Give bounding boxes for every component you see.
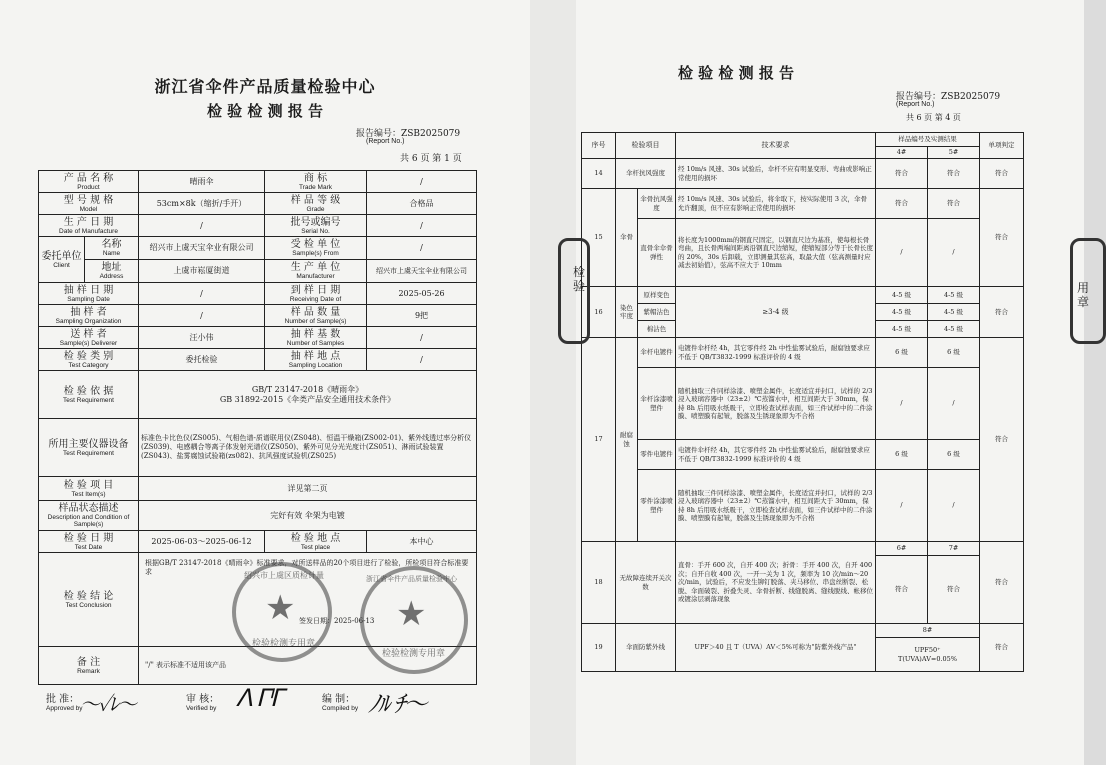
sample-from-label: 受 检 单 位: [290, 239, 341, 250]
row-requirement: 电镀件伞杆经 4h，其它零件经 2h 中性盐雾试验后，耐腐蚀要求应不低于 QB/T3832-1999 标准评价的 4 级: [676, 440, 876, 470]
row-requirement: 电镀件伞杆经 4h，其它零件经 2h 中性盐雾试验后，耐腐蚀要求应不低于 QB/T3832-1999 标准评价的 4 级: [676, 338, 876, 368]
inspection-seal-1: [232, 562, 335, 662]
row-number: 17: [582, 338, 616, 542]
row-group: 染色牢度: [616, 287, 638, 338]
edge-stamp-left-text: 检验: [573, 265, 586, 293]
header-requirement: 技术要求: [676, 133, 876, 159]
row-sample-no-8: 8#: [876, 624, 980, 638]
row-result-4: 4-5 级: [876, 321, 928, 338]
row-result-5: /: [928, 470, 980, 542]
row-number: 14: [582, 159, 616, 189]
row-result-6: 符合: [876, 556, 928, 624]
issuing-organization: 浙江省伞件产品质量检验中心: [154, 77, 376, 96]
row-subitem: 紫帽沾色: [638, 304, 676, 321]
row-subitem: 伞骨抗风强度: [638, 189, 676, 219]
row-item: 无故障连续开关次数: [616, 542, 676, 624]
instruments-value: 标准色卡比色仪(ZS005)、气相色谱-质谱联用仪(ZS048)、恒温干燥箱(ZS002-01)、紫外线透过率分析仪(ZS039)、电感耦合等离子体发射光谱仪(ZS050)、紫外可见分光光度计(ZS051)、淋雨试验装置(ZS043)、盐雾腐蚀试验箱(zs082)、抗风强度试验机(ZS025): [139, 419, 477, 477]
sampling-date-label: 抽 样 日 期: [63, 284, 114, 296]
sampling-base-label-en: Number of Samples: [286, 339, 345, 347]
header-seq: 序号: [582, 133, 616, 159]
client-address-label-en: Address: [99, 273, 124, 280]
header-results: 样品编号及实测结果: [876, 133, 980, 147]
row-subitem: 伞杆电镀件: [638, 338, 676, 368]
seal-star-icon: ★: [396, 594, 427, 634]
manufacturer-value: 绍兴市上虞天宝伞业有限公司: [367, 260, 477, 283]
verified-label: 审 核：: [186, 694, 220, 705]
sampling-date-label-en: Sampling Date: [67, 295, 110, 303]
serial-label-en: Serial No.: [301, 227, 330, 235]
row-number: 15: [582, 189, 616, 287]
row-result-5: 4-5 级: [928, 304, 980, 321]
remark-label: 备 注: [76, 656, 101, 668]
report-page-1: [0, 0, 530, 765]
row-result-upf: UPF50⁺: [914, 646, 941, 655]
test-items-label-en: Test Item(s): [71, 490, 106, 498]
grade-value: 合格品: [367, 193, 477, 215]
row-requirement: UPF＞40 且 T（UVA）AV＜5%可称为"防紫外线产品": [676, 624, 876, 672]
client-name-label: 名称: [101, 239, 122, 250]
row-result-5: /: [928, 219, 980, 287]
mfg-date-value: /: [139, 215, 265, 237]
row-group: 伞骨: [616, 189, 638, 287]
header-judgement: 单项判定: [980, 133, 1024, 159]
report-title: 检 验 检 测 报 告: [206, 102, 324, 120]
receiving-date-label-en: Receiving Date of: [289, 295, 342, 303]
instruments-label-en: Test Requirement: [63, 449, 114, 457]
test-place-label: 检 验 地 点: [290, 532, 341, 544]
compiled-by: [322, 690, 358, 712]
row-result-5: /: [928, 368, 980, 440]
model-label-en: Model: [79, 205, 98, 213]
row-item: 伞面防紫外线: [616, 624, 676, 672]
remark-label-en: Remark: [77, 667, 100, 675]
row-number: 16: [582, 287, 616, 338]
issue-date-label: 签发日期：: [299, 617, 335, 625]
table-row: [582, 219, 1024, 287]
row-subitem: 直骨伞伞骨弹性: [638, 219, 676, 287]
row-judgement: 符合: [980, 624, 1024, 672]
mfg-date-label: 生 产 日 期: [63, 216, 114, 228]
table-row: [582, 189, 1024, 219]
table-row: [582, 159, 1024, 189]
table-row: [582, 338, 1024, 368]
row-result-4: /: [876, 219, 928, 287]
product-label-en: Product: [77, 183, 100, 191]
report-number-label: 报告编号：: [356, 129, 402, 139]
test-category-value: 委托检验: [139, 349, 265, 371]
sampling-location-label: 抽 样 地 点: [290, 350, 341, 362]
edge-stamp-right: [1070, 238, 1106, 344]
receiving-date-value: 2025-05-26: [367, 283, 477, 305]
test-items-value: 详见第二页: [139, 477, 477, 501]
test-date-label: 检 验 日 期: [63, 532, 114, 544]
compiled-label: 编 制：: [322, 694, 356, 705]
row-result-5: 4-5 级: [928, 287, 980, 304]
sampling-date-value: /: [139, 283, 265, 305]
model-value: 53cm×8k（缩折/手开）: [139, 193, 265, 215]
verified-by: [186, 690, 219, 712]
row-result-4: 6 级: [876, 338, 928, 368]
row-judgement: 符合: [980, 287, 1024, 338]
serial-value: /: [367, 215, 477, 237]
report-number-en: (Report No.): [896, 101, 935, 108]
row-group: 耐腐蚀: [616, 338, 638, 542]
header-sample-4: 4#: [876, 147, 928, 159]
row-result-4: 符合: [876, 159, 928, 189]
sampling-base-value: /: [367, 327, 477, 349]
conclusion-value: 根据GB/T 23147-2018《晴雨伞》标准要求，对所送样品的20个项目进行了检验，所检项目符合标准要求: [145, 559, 469, 576]
grade-label: 样 品 等 级: [290, 194, 341, 206]
row-requirement: 随机抽取三件同样涂漆、喷塑金属件，长度适宜并封口，试样的 2/3 浸入玻璃容器中（23±2）℃蒸馏水中，相互间距大于 30mm，保持 8h 后用吸水纸吸干，立即检查试样表面，如三件试样中的二件涂膜、喷塑膜有起皱，脱落及生锈现象即为不合格: [676, 368, 876, 440]
grade-label-en: Grade: [306, 205, 325, 213]
report-number-value: ZSB2025079: [941, 92, 1001, 102]
verified-label-en: Verified by: [186, 705, 217, 712]
table-row: [582, 440, 1024, 470]
report-number-label: 报告编号：: [896, 92, 942, 102]
test-category-label-en: Test Category: [68, 361, 109, 369]
approved-by: [46, 690, 83, 712]
row-result-5: 符合: [928, 189, 980, 219]
conclusion-label: 检 验 结 论: [63, 590, 114, 602]
test-date-value: 2025-06-03～2025-06-12: [139, 531, 265, 553]
seal-star-icon: ★: [265, 588, 296, 628]
report-number-en: (Report No.): [366, 138, 405, 145]
row-requirement: 将长度为1000mm的钢直尺固定，以钢直尺边为基准，使每根长骨弯曲，且长骨两端间距离沿钢直尺边缩短，使缩短部分等于长骨长度的 20%，30s 后卸载，立即测量其弦高，取最大值（弦高测量时应减去初始值），弦高不应大于 10mm: [676, 219, 876, 287]
client-name-label-en: Name: [102, 250, 121, 257]
sample-qty-label: 样 品 数 量: [290, 306, 341, 318]
sampling-org-label-en: Sampling Organization: [55, 317, 122, 325]
report-number-value: ZSB2025079: [401, 129, 461, 139]
row-requirement: 直骨：手开 600 次，自开 400 次；折骨：手开 400 次，自开 400 次；自开自收 400 次，一开一关为 1 次，频率为 10 次/min～20 次/min，试验后，不应发生铆钉脱落、夹马移位、串盘丝断裂、松脱、伞面破裂、折叠失灵、伞骨折断、线缝脱离、缝线脱线、帐移位或镀涂层剥落现象: [676, 542, 876, 624]
row-result-5: 4-5 级: [928, 321, 980, 338]
approved-label: 批 准：: [46, 694, 80, 705]
sample-condition-label: 样品状态描述: [58, 503, 119, 514]
seal-1-text: 检验检测专用章: [252, 639, 316, 649]
sample-condition-label-en: Description and Condition of Sample(s): [47, 514, 130, 528]
test-category-label: 检 验 类 别: [63, 350, 114, 362]
sampling-org-label: 抽 样 者: [70, 306, 107, 318]
page-info: 共 6 页 第 1 页: [400, 154, 462, 164]
seal-2-arc-text: 浙江省伞件产品质量检验中心: [366, 575, 457, 583]
row-result-tuva: T(UVA)AV=0.05%: [898, 654, 957, 663]
row-result-5: 6 级: [928, 440, 980, 470]
row-subitem: 零件电镀件: [638, 440, 676, 470]
deliverer-value: 汪小伟: [139, 327, 265, 349]
issue-date-value: 2025-06-13: [334, 617, 375, 625]
approver-signature: 〜✓ﾚ〜: [80, 692, 135, 716]
test-requirement-label-en: Test Requirement: [63, 396, 114, 404]
sample-condition-value: 完好有效 伞架为电镀: [139, 501, 477, 531]
table-row: [582, 470, 1024, 542]
row-number: 19: [582, 624, 616, 672]
serial-label: 批号或编号: [290, 216, 341, 228]
trademark-label: 商 标: [303, 172, 328, 184]
table-row: [582, 542, 1024, 556]
sample-qty-value: 9把: [367, 305, 477, 327]
row-sample-no-6: 6#: [876, 542, 928, 556]
test-items-label: 检 验 项 目: [63, 479, 114, 491]
test-date-label-en: Test Date: [74, 543, 103, 551]
edge-stamp-left: [558, 238, 590, 344]
sampling-org-value: /: [139, 305, 265, 327]
row-result-7: 符合: [928, 556, 980, 624]
row-item: 伞杆抗风强度: [616, 159, 676, 189]
test-requirement-label: 检 验 依 据: [63, 385, 114, 397]
row-result-5: 6 级: [928, 338, 980, 368]
report-page-4: [573, 0, 1090, 765]
client-address-label: 地址: [101, 262, 122, 273]
deliverer-label-en: Sample(s) Deliverer: [59, 339, 118, 347]
model-label: 型 号 规 格: [63, 194, 114, 206]
client-name-value: 绍兴市上虞天宝伞业有限公司: [139, 237, 265, 260]
sampling-location-value: /: [367, 349, 477, 371]
mfg-date-label-en: Date of Manufacture: [59, 227, 118, 235]
row-subitem: 原样变色: [638, 287, 676, 304]
remark-value: "/" 表示标准不适用该产品: [139, 647, 477, 685]
page-gap: [530, 0, 576, 765]
compiled-label-en: Compiled by: [322, 705, 359, 712]
table-row: [582, 624, 1024, 638]
table-row: [582, 368, 1024, 440]
row-sample-no-7: 7#: [928, 542, 980, 556]
row-subitem: 零件涂漆喷塑件: [638, 470, 676, 542]
test-requirement-standard-2: GB 31892-2015《伞类产品安全通用技术条件》: [219, 394, 396, 404]
sampling-base-label: 抽 样 基 数: [290, 328, 341, 340]
row-number: 18: [582, 542, 616, 624]
receiving-date-label: 到 样 日 期: [290, 284, 341, 296]
row-judgement: 符合: [980, 542, 1024, 624]
row-subitem: 棉沾色: [638, 321, 676, 338]
header-sample-5: 5#: [928, 147, 980, 159]
row-requirement: 经 10m/s 风速、30s 试验后，伞杆不应有明显变形、弯曲或影响正常使用的损坏: [676, 159, 876, 189]
row-requirement: ≥3-4 级: [676, 287, 876, 338]
trademark-value: /: [367, 171, 477, 193]
manufacturer-label: 生 产 单 位: [290, 262, 341, 273]
table-row: [582, 287, 1024, 304]
sampling-location-label-en: Sampling Location: [288, 361, 343, 369]
row-result-4: 符合: [876, 189, 928, 219]
page-info: 共 6 页 第 4 页: [906, 113, 961, 122]
row-result-5: 符合: [928, 159, 980, 189]
row-result-4: /: [876, 470, 928, 542]
report-title: 检 验 检 测 报 告: [677, 64, 795, 82]
sample-from-label-en: Sample(s) From: [292, 250, 339, 257]
product-label: 产 品 名 称: [63, 172, 114, 184]
instruments-label: 所用主要仪器设备: [48, 438, 129, 450]
compiler-signature: ﾉﾙ ﾁ〜: [368, 690, 426, 718]
approved-label-en: Approved by: [46, 705, 83, 712]
edge-stamp-right-text: 用章: [1077, 281, 1090, 309]
row-judgement: 符合: [980, 338, 1024, 542]
trademark-label-en: Trade Mark: [299, 183, 333, 191]
row-result-4: 4-5 级: [876, 304, 928, 321]
client-address-value: 上虞市崧厦街道: [139, 260, 265, 283]
conclusion-label-en: Test Conclusion: [65, 601, 112, 609]
test-results-table: [581, 132, 1024, 672]
sample-from-value: /: [367, 237, 477, 260]
row-requirement: 经 10m/s 风速、30s 试验后，将伞取下，按实际使用 3 次，伞骨允许翻顶，但不应有影响正常使用的损坏: [676, 189, 876, 219]
test-place-label-en: Test place: [300, 543, 331, 551]
deliverer-label: 送 样 者: [70, 328, 107, 340]
test-requirement-standard-1: GB/T 23147-2018《晴雨伞》: [251, 384, 364, 394]
row-requirement: 随机抽取三件同样涂漆、喷塑金属件，长度适宜并封口，试样的 2/3 浸入玻璃容器中（23±2）℃蒸馏水中，相互间距大于 30mm，保持 8h 后用吸水纸吸干，立即检查试样表面，如三件试样中的二件涂膜、喷塑膜有起皱，脱落及生锈现象即为不合格: [676, 470, 876, 542]
inspection-seal-2: [360, 566, 468, 674]
row-result-4: 4-5 级: [876, 287, 928, 304]
client-label: 委托单位: [41, 250, 82, 262]
row-judgement: 符合: [980, 189, 1024, 287]
header-item: 检验项目: [616, 133, 676, 159]
sample-qty-label-en: Number of Sample(s): [284, 317, 347, 325]
product-value: 晴雨伞: [139, 171, 265, 193]
row-subitem: 伞杆涂漆喷塑件: [638, 368, 676, 440]
verifier-signature: ᐱ ᒥᑊᒥ: [236, 684, 282, 712]
test-place-value: 本中心: [367, 531, 477, 553]
manufacturer-label-en: Manufacturer: [296, 273, 335, 280]
row-judgement: 符合: [980, 159, 1024, 189]
client-label-en: Client: [53, 261, 70, 269]
row-result-4: /: [876, 368, 928, 440]
row-result-4: 6 级: [876, 440, 928, 470]
seal-2-text: 检验检测专用章: [382, 649, 446, 659]
seal-1-arc-text: 绍兴市上虞区质检计量: [244, 571, 324, 580]
